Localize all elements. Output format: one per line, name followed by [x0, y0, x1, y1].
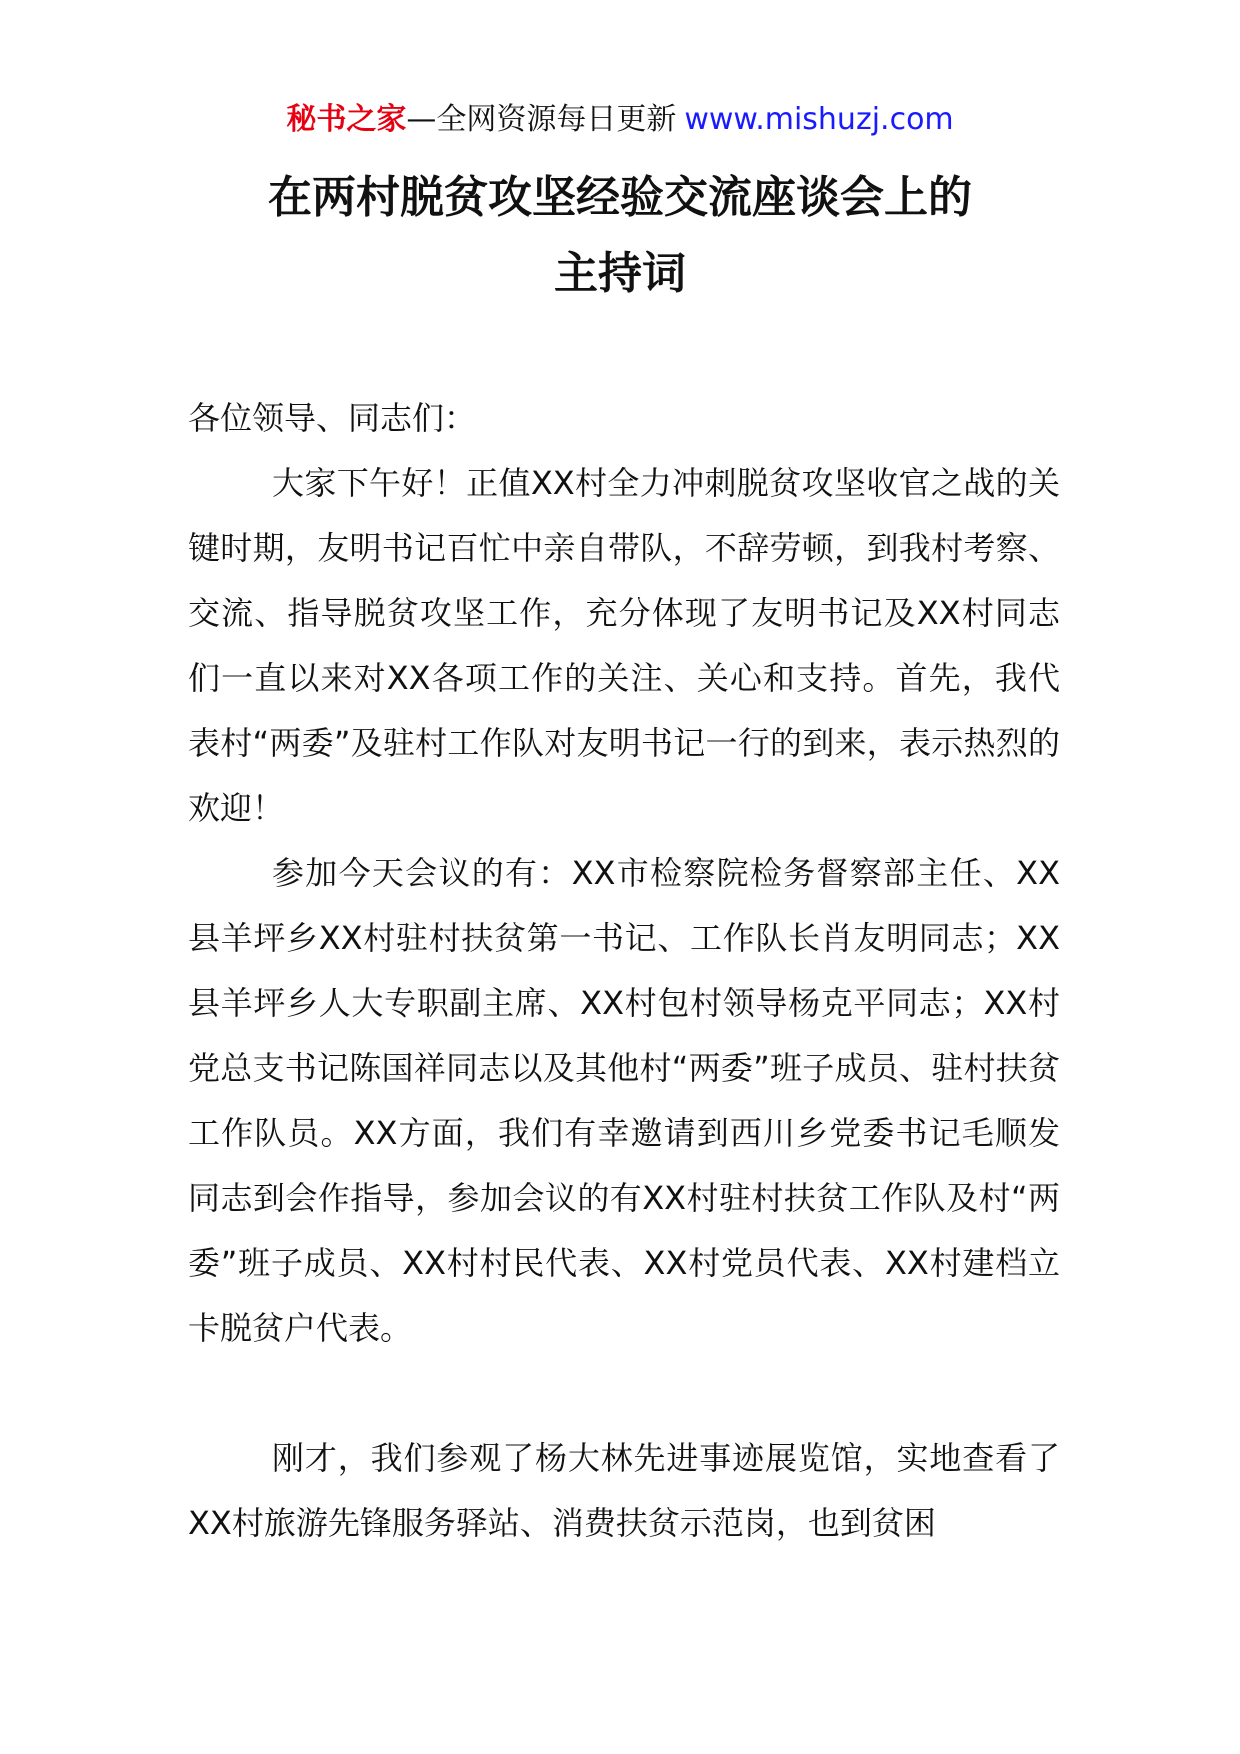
- site-header: [0, 100, 1240, 140]
- brand-name: 秘书之家: [286, 102, 407, 137]
- document-title: [0, 160, 1240, 312]
- paragraph-greeting: 大家下午好！正值XX村全力冲刺脱贫攻坚收官之战的关键时期，友明书记百忙中亲自带队，不辞劳顿，到我村考察、交流、指导脱贫攻坚工作，充分体现了友明书记及XX村同志们一直以来对XX各项工作的关注、关心和支持。首先，我代表村“两委”及驻村工作队对友明书记一行的到来，表示热烈的欢迎！: [188, 464, 1060, 827]
- paragraph-attendees: 参加今天会议的有：XX市检察院检务督察部主任、XX县羊坪乡XX村驻村扶贫第一书记、工作队长肖友明同志；XX县羊坪乡人大专职副主席、XX村包村领导杨克平同志；XX村党总支书记陈国祥同志以及其他村“两委”班子成员、驻村扶贫工作队员。XX方面，我们有幸邀请到西川乡党委书记毛顺发同志到会作指导，参加会议的有XX村驻村扶贫工作队及村“两委”班子成员、XX村村民代表、XX村党员代表、XX村建档立卡脱贫户代表。: [188, 854, 1060, 1347]
- site-url-link[interactable]: www.mishuzj.com: [684, 102, 954, 137]
- document-body: [188, 386, 1060, 1556]
- title-line-2: 主持词: [554, 248, 686, 299]
- header-slogan: —全网资源每日更新: [406, 102, 677, 137]
- paragraph-visit: 刚才，我们参观了杨大林先进事迹展览馆，实地查看了XX村旅游先锋服务驿站、消费扶贫示范岗，也到贫困: [188, 1439, 1060, 1542]
- salutation: 各位领导、同志们：: [188, 399, 477, 437]
- title-line-1: 在两村脱贫攻坚经验交流座谈会上的: [268, 172, 972, 223]
